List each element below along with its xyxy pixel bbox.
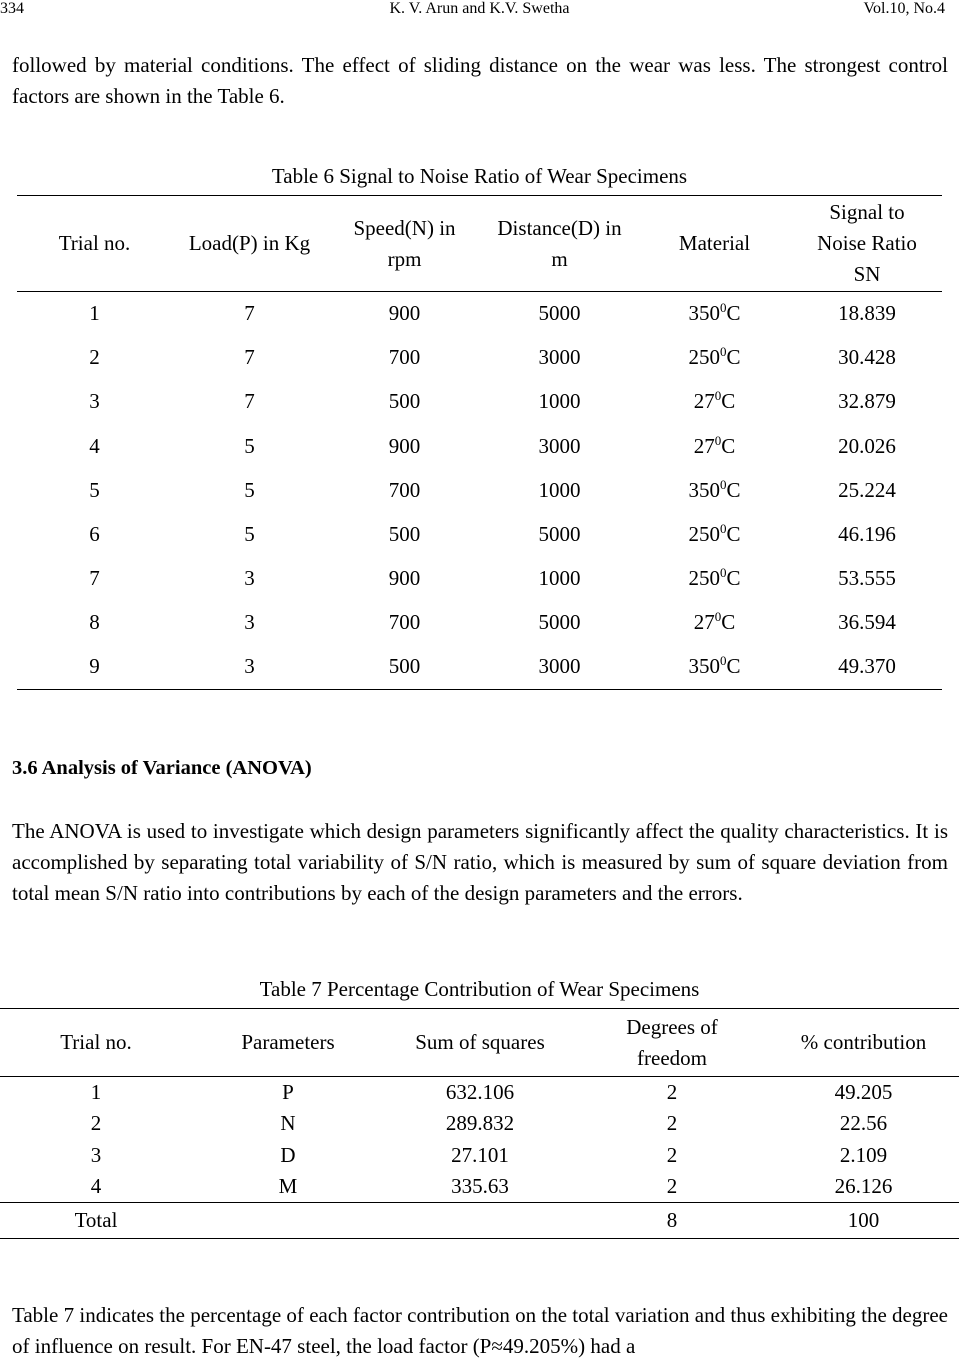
cell-trial: 7: [89, 566, 100, 591]
cell-material: [637, 380, 792, 424]
cell-dof: 2: [666, 1174, 678, 1198]
cell-total-dof: 8: [576, 1203, 768, 1239]
cell-sn: 25.224: [838, 477, 896, 502]
cell-contribution: 49.205: [834, 1080, 893, 1104]
material-temperature: 27: [693, 610, 715, 635]
cell-material: [637, 512, 792, 556]
degree-superscript: 0: [719, 344, 727, 360]
degree-superscript: 0: [714, 388, 722, 404]
cell-distance: 3000: [538, 345, 581, 370]
cell-dof: 2: [666, 1111, 678, 1136]
page-header: [0, 0, 959, 22]
material-temperature: 250: [688, 566, 720, 591]
table-header-row: [0, 1009, 959, 1077]
table6-caption: Table 6 Signal to Noise Ratio of Wear Specimens: [271, 164, 688, 188]
cell-trial: 1: [89, 301, 100, 326]
cell-trial: 1: [90, 1080, 102, 1104]
col-header-load: Load(P) in Kg: [172, 196, 327, 292]
table-row: [17, 557, 942, 601]
material-unit: C: [726, 522, 741, 547]
cell-load: 7: [244, 389, 255, 414]
cell-parameter: D: [280, 1142, 296, 1167]
cell-sn: 46.196: [838, 522, 896, 547]
cell-distance: 5000: [538, 301, 581, 326]
cell-trial: 2: [90, 1111, 102, 1136]
col-header-sum-of-squares: Sum of squares: [384, 1009, 576, 1077]
cell-material: [637, 468, 792, 512]
col-header-trial: Trial no.: [0, 1009, 192, 1077]
cell-material: [637, 601, 792, 645]
table-total-row: [0, 1203, 959, 1239]
paragraph-intro: followed by material conditions. The effect of sliding distance on the wear was less. The strongest control factors are shown in the Table 6.: [12, 53, 948, 108]
cell-dof: 2: [666, 1142, 678, 1167]
cell-speed: 700: [388, 477, 421, 502]
cell-distance: 5000: [538, 522, 581, 547]
table-row: [17, 424, 942, 468]
cell-distance: 3000: [538, 433, 581, 458]
table-row: [17, 380, 942, 424]
cell-load: 7: [244, 301, 255, 326]
cell-load: 3: [244, 610, 255, 635]
cell-speed: 700: [388, 345, 421, 370]
cell-distance: 3000: [482, 645, 637, 689]
table-row: [17, 601, 942, 645]
degree-superscript: 0: [714, 609, 722, 625]
cell-load: 7: [244, 345, 255, 370]
degree-superscript: 0: [714, 432, 722, 448]
cell-load: 3: [244, 566, 255, 591]
col-header-distance: Distance(D) in m: [482, 196, 637, 292]
cell-load: 5: [244, 433, 255, 458]
table-signal-to-noise: [17, 195, 942, 690]
cell-speed: 500: [388, 522, 421, 547]
col-header-contribution: % contribution: [768, 1009, 959, 1077]
cell-sn: 36.594: [838, 610, 896, 635]
cell-speed: 700: [388, 610, 421, 635]
cell-trial: 8: [89, 610, 100, 635]
cell-distance: 1000: [538, 566, 581, 591]
material-temperature: 350: [688, 301, 720, 326]
cell-distance: 5000: [538, 610, 581, 635]
paragraph-discussion: Table 7 indicates the percentage of each factor contribution on the total variation and thus exhibiting the degree of influence on result. For EN-47 steel, the load factor (P≈49.205%) had a: [12, 1303, 948, 1358]
cell-empty: [192, 1203, 384, 1239]
cell-sum-of-squares: 335.63: [451, 1174, 509, 1198]
cell-load: 3: [172, 645, 327, 689]
table-percentage-contribution: [0, 1008, 959, 1239]
cell-sum-of-squares: 27.101: [451, 1142, 509, 1167]
cell-material: [637, 424, 792, 468]
cell-parameter: M: [278, 1174, 298, 1198]
table-row: [17, 468, 942, 512]
cell-trial: 2: [89, 345, 100, 370]
cell-speed: 500: [327, 645, 482, 689]
cell-parameter: P: [282, 1080, 294, 1104]
cell-sn: 20.026: [838, 433, 896, 458]
cell-contribution: 22.56: [839, 1111, 888, 1136]
table-row: [0, 1077, 959, 1109]
cell-distance: 1000: [538, 477, 581, 502]
col-header-speed: Speed(N) in rpm: [327, 196, 482, 292]
cell-speed: 900: [388, 301, 421, 326]
degree-superscript: 0: [719, 476, 727, 492]
material-unit: C: [726, 477, 741, 502]
section-heading: 3.6 Analysis of Variance (ANOVA): [12, 757, 312, 779]
cell-dof: 2: [666, 1080, 678, 1104]
cell-material: [637, 645, 792, 689]
table-header-row: [17, 196, 942, 292]
table7-caption: Table 7 Percentage Contribution of Wear Specimens: [259, 977, 700, 1001]
degree-superscript: 0: [719, 521, 727, 537]
material-unit: C: [726, 345, 741, 370]
running-authors: K. V. Arun and K.V. Swetha: [389, 0, 570, 17]
cell-material: [637, 557, 792, 601]
col-header-degrees-of-freedom: Degrees of freedom: [576, 1009, 768, 1077]
material-unit: C: [726, 566, 741, 591]
cell-material: [637, 336, 792, 380]
cell-trial: 3: [89, 389, 100, 414]
cell-total-label: Total: [0, 1203, 192, 1239]
col-header-parameters: Parameters: [192, 1009, 384, 1077]
cell-sn: 32.879: [838, 389, 896, 414]
table-row: [17, 645, 942, 689]
material-unit: C: [721, 610, 736, 635]
cell-empty: [384, 1203, 576, 1239]
cell-material: [637, 292, 792, 336]
cell-trial: 4: [89, 433, 100, 458]
material-temperature: 27: [693, 433, 715, 458]
cell-speed: 900: [388, 566, 421, 591]
col-header-material: Material: [637, 196, 792, 292]
table-row: [0, 1140, 959, 1172]
material-temperature: 350: [688, 477, 720, 502]
material-unit: C: [721, 433, 736, 458]
cell-trial: 9: [17, 645, 172, 689]
cell-trial: 6: [89, 522, 100, 547]
cell-sn: 30.428: [838, 345, 896, 370]
cell-speed: 900: [388, 433, 421, 458]
cell-trial: 4: [90, 1174, 102, 1198]
cell-parameter: N: [280, 1111, 296, 1136]
cell-contribution: 2.109: [839, 1142, 888, 1167]
cell-distance: 1000: [538, 389, 581, 414]
degree-superscript: 0: [719, 300, 727, 316]
material-unit: C: [726, 301, 741, 326]
cell-contribution: 26.126: [834, 1174, 893, 1198]
cell-load: 5: [244, 477, 255, 502]
cell-sn: 53.555: [838, 566, 896, 591]
cell-load: 5: [244, 522, 255, 547]
page-number: 334: [0, 0, 24, 17]
cell-sum-of-squares: 289.832: [445, 1111, 515, 1136]
material-temperature: 250: [688, 345, 720, 370]
table-row: [17, 512, 942, 556]
material-unit: C: [721, 389, 736, 414]
cell-sn: 49.370: [792, 645, 942, 689]
table-row: [0, 1108, 959, 1140]
cell-sn: 18.839: [838, 301, 896, 326]
paragraph-anova: The ANOVA is used to investigate which design parameters significantly affect the quality characteristics. It is accomplished by separating total variability of S/N ratio, which is measured by sum of square deviation from total mean S/N ratio into contributions by each of the design parameters and the errors.: [12, 819, 948, 905]
material-unit: C: [726, 654, 741, 679]
cell-trial: 3: [90, 1142, 102, 1167]
cell-speed: 500: [388, 389, 421, 414]
cell-sum-of-squares: 632.106: [445, 1080, 515, 1104]
table-row: [17, 292, 942, 336]
material-temperature: 250: [688, 522, 720, 547]
cell-total-contribution: 100: [768, 1203, 959, 1239]
cell-trial: 5: [89, 477, 100, 502]
degree-superscript: 0: [719, 565, 727, 581]
material-temperature: 350: [688, 654, 720, 679]
degree-superscript: 0: [719, 653, 727, 669]
table-row: [17, 336, 942, 380]
col-header-sn: Signal to Noise Ratio SN: [792, 196, 942, 292]
table-row: [0, 1171, 959, 1203]
journal-volume: Vol.10, No.4: [863, 0, 945, 17]
material-temperature: 27: [693, 389, 715, 414]
col-header-trial: Trial no.: [17, 196, 172, 292]
